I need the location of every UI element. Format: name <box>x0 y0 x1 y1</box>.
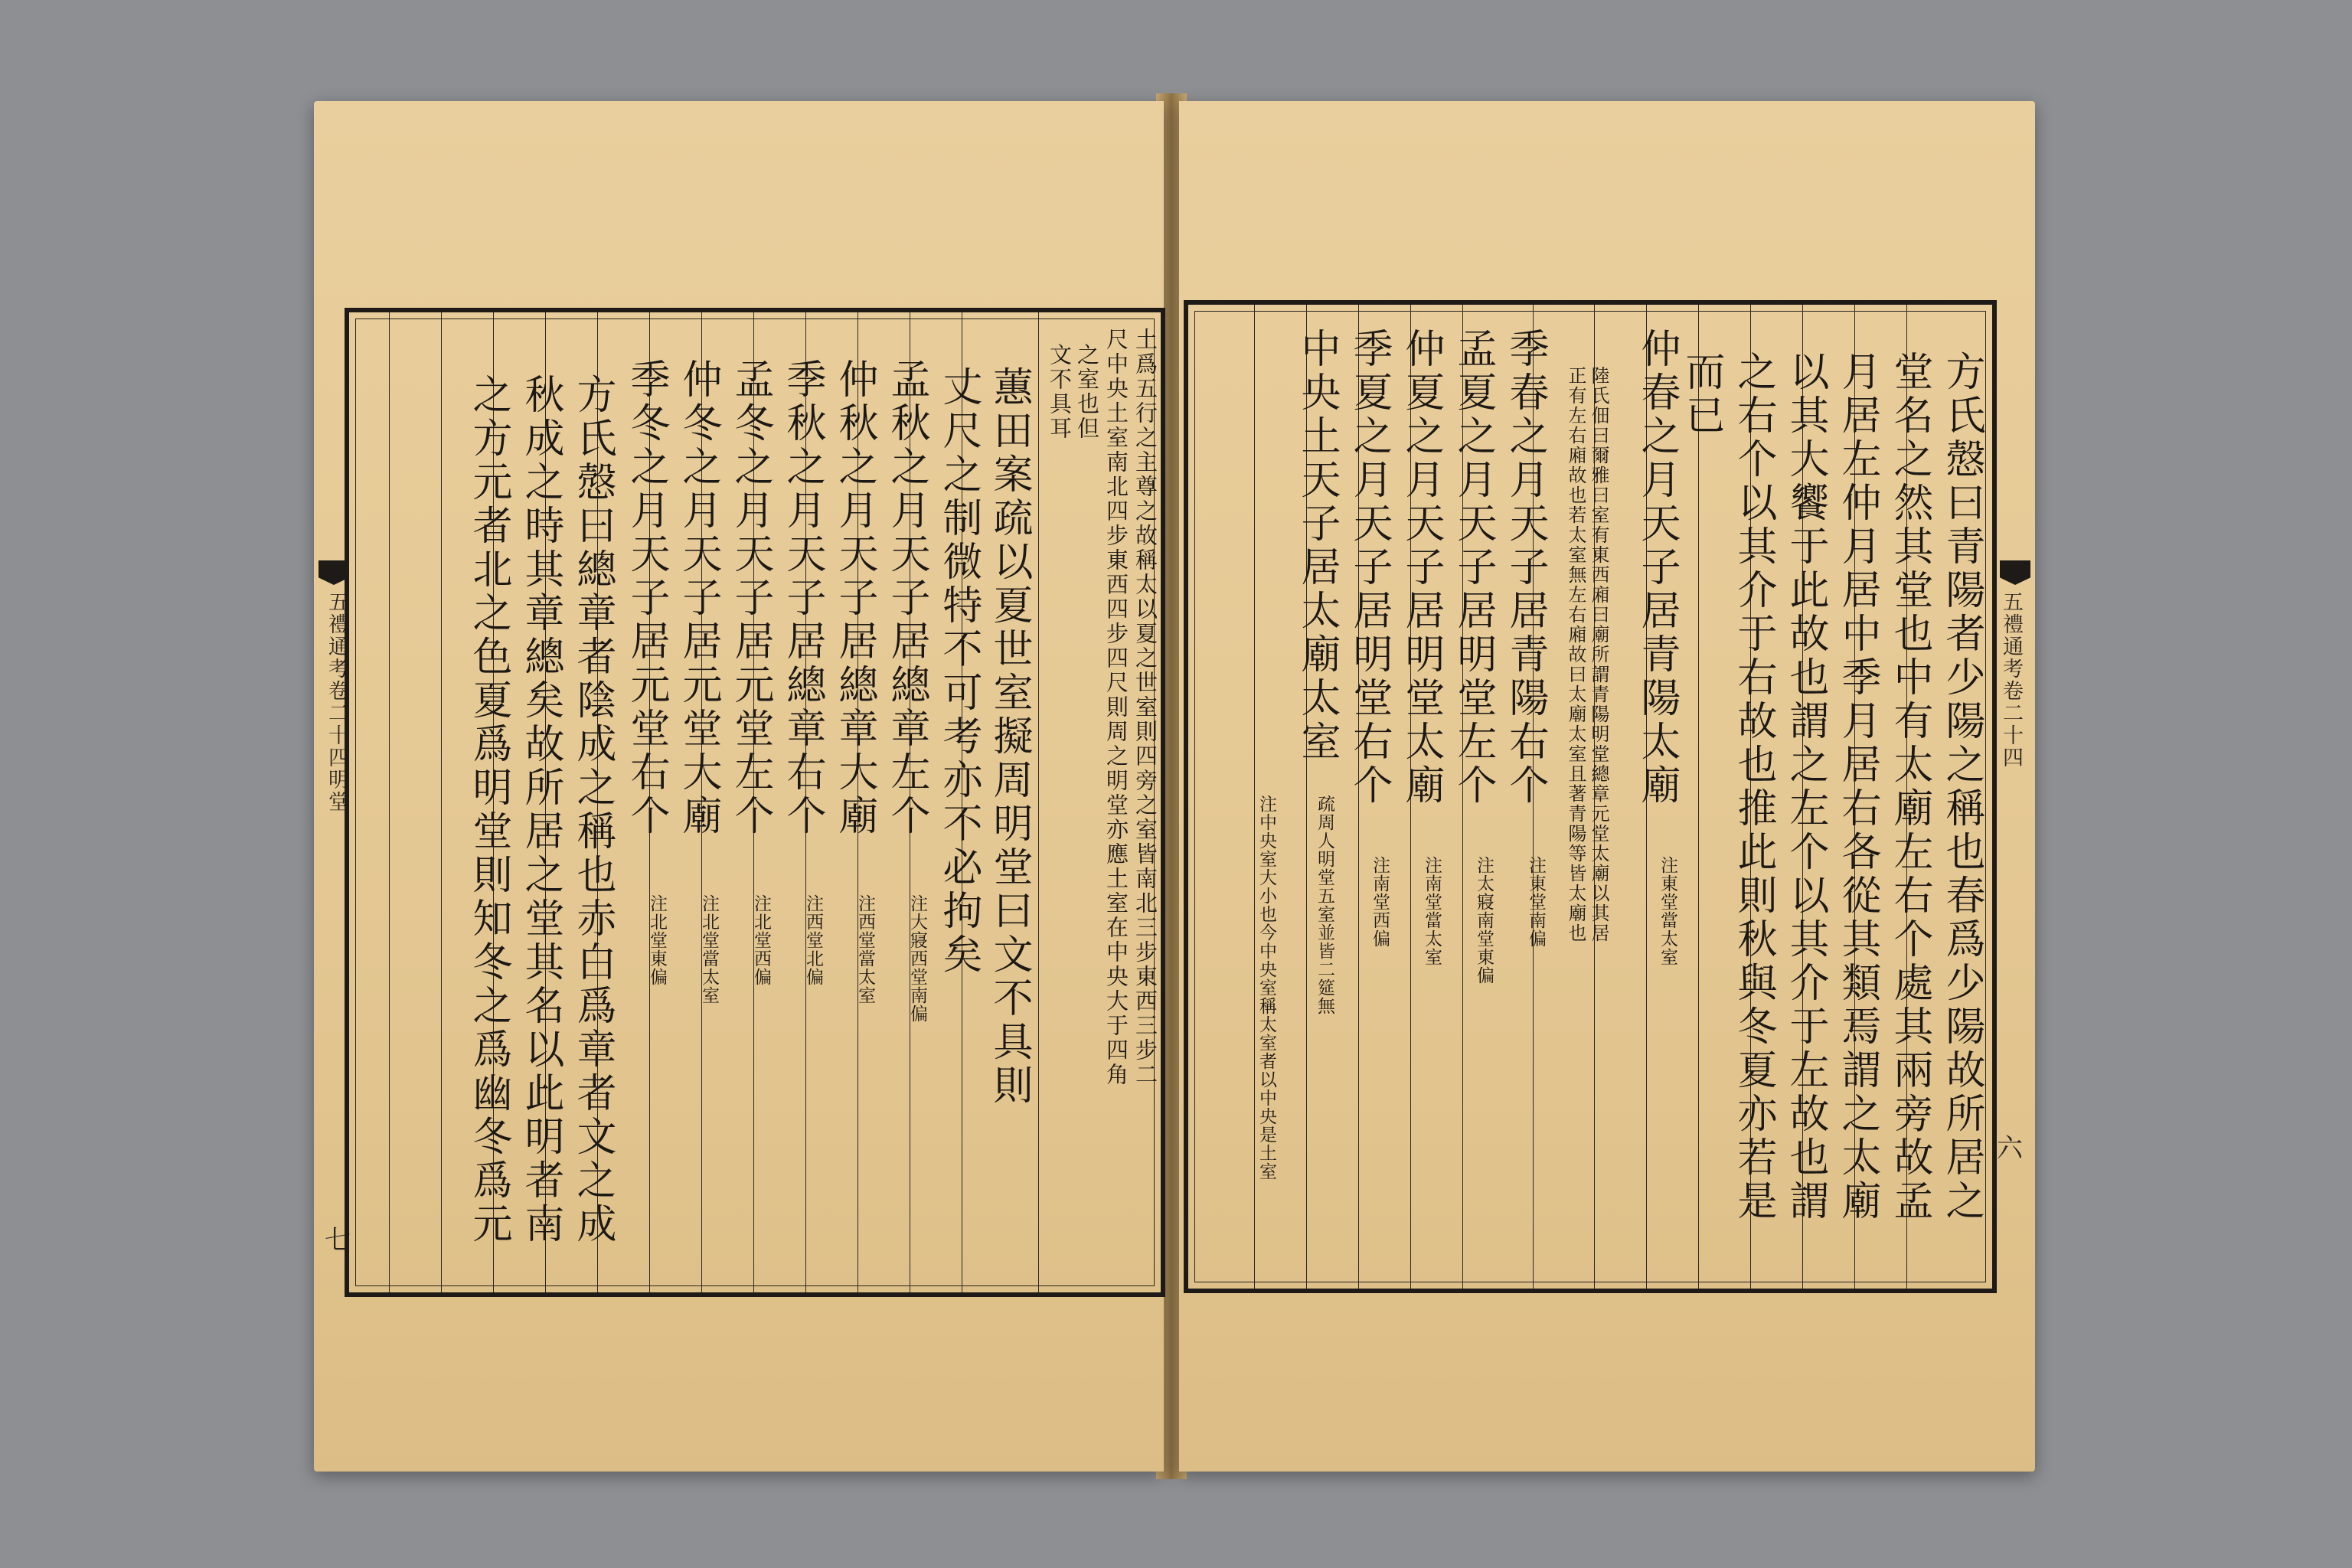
right-col-11: 孟夏之月天子居明堂左个 <box>1450 328 1496 808</box>
left-col-12: 季冬之月天子居元堂右个 <box>623 358 669 838</box>
left-text-frame <box>345 308 1165 1297</box>
right-col-8: 陸氏佃曰爾雅曰室有東西廂曰廟所謂青陽明堂總章元堂太廟以其居 <box>1588 366 1609 943</box>
right-col-7: 仲春之月天子居青陽太廟 <box>1634 328 1680 808</box>
left-col-5: 蕙田案疏以夏世室擬周明堂曰文不具則 <box>986 366 1032 1108</box>
left-note-11: 注北堂當太室 <box>699 894 719 1004</box>
left-col-3: 之室也但 <box>1074 343 1100 441</box>
right-note-12: 注南堂當太室 <box>1422 856 1442 966</box>
right-col-14: 中央土天子居太廟太室 <box>1294 328 1340 764</box>
left-page-number: 七 <box>325 1225 351 1256</box>
left-col-6: 丈尺之制微特不可考亦不必拘矣 <box>936 366 982 977</box>
left-note-9: 注西堂北偏 <box>803 894 823 986</box>
right-text-frame <box>1184 300 1997 1293</box>
left-col-8: 仲秋之月天子居總章大廟 <box>831 358 877 838</box>
left-page <box>314 101 1164 1472</box>
right-note-11: 注太寢南堂東偏 <box>1474 856 1494 985</box>
left-note-8: 注西堂當太室 <box>855 894 875 1004</box>
right-col-10: 季春之月天子居青陽右个 <box>1502 328 1548 808</box>
left-note-12: 注北堂東偏 <box>647 894 667 986</box>
left-col-4: 文不具耳 <box>1047 343 1073 441</box>
right-col-12: 仲夏之月天子居明堂太廟 <box>1398 328 1444 808</box>
fishtail-mark-right <box>2000 560 2030 585</box>
left-note-10: 注北堂西偏 <box>751 894 771 986</box>
left-col-15: 之方元者北之色夏爲明堂則知冬之爲幽冬爲元 <box>466 374 511 1246</box>
left-col-11: 仲冬之月天子居元堂大廟 <box>675 358 721 838</box>
right-col-13: 季夏之月天子居明堂右个 <box>1346 328 1392 808</box>
right-col-5: 之右个以其介于右故也推此則秋與冬夏亦若是 <box>1730 351 1776 1223</box>
right-col-3: 月居左仲月居中季月居右各從其類焉謂之太廟 <box>1834 351 1880 1223</box>
right-page <box>1179 101 2035 1472</box>
right-col-4: 以其大饗于此故也謂之左个以其介于左故也謂 <box>1782 351 1828 1223</box>
left-note-7: 注大寢西堂南偏 <box>907 894 927 1023</box>
right-note-13: 注南堂西偏 <box>1370 856 1390 948</box>
left-margin-title: 五禮通考卷二十四明堂 <box>325 591 348 813</box>
right-note-7: 注東堂當太室 <box>1658 856 1677 966</box>
right-note-14b: 疏周人明堂五室並皆二筵無 <box>1315 795 1334 1015</box>
left-col-2: 尺中央土室南北四步東西四步四尺則周之明堂亦應土室在中央大于四角 <box>1103 328 1129 1087</box>
left-col-9: 季秋之月天子居總章右个 <box>779 358 825 838</box>
left-col-14: 秋成之時其章總矣故所居之堂其名以此明者南 <box>518 374 564 1246</box>
left-col-13: 方氏慤曰總章者陰成之稱也赤白爲章者文之成 <box>570 374 616 1246</box>
right-note-14: 注中央室大小也今中央室稱太室者以中央是土室 <box>1256 795 1276 1181</box>
right-note-10: 注東堂南偏 <box>1526 856 1546 948</box>
right-margin-title: 五禮通考卷二十四 <box>1999 591 2023 769</box>
left-col-1: 土爲五行之主尊之故稱太以夏之世室則四旁之室皆南北三步東西三步二 <box>1132 328 1158 1087</box>
right-col-6: 而已 <box>1678 351 1724 438</box>
right-page-number: 六 <box>1997 1133 2023 1164</box>
right-col-9: 正有左右廂故也若太室無左右廂故曰太廟太室且著青陽等皆太廟也 <box>1565 366 1586 943</box>
left-col-10: 孟冬之月天子居元堂左个 <box>727 358 773 838</box>
right-col-2: 堂名之然其堂也中有太廟左右个處其兩旁故孟 <box>1886 351 1932 1223</box>
left-col-7: 孟秋之月天子居總章左个 <box>884 358 929 838</box>
open-book <box>314 93 2037 1479</box>
right-col-1: 方氏慤曰青陽者少陽之稱也春爲少陽故所居之 <box>1939 351 1984 1223</box>
